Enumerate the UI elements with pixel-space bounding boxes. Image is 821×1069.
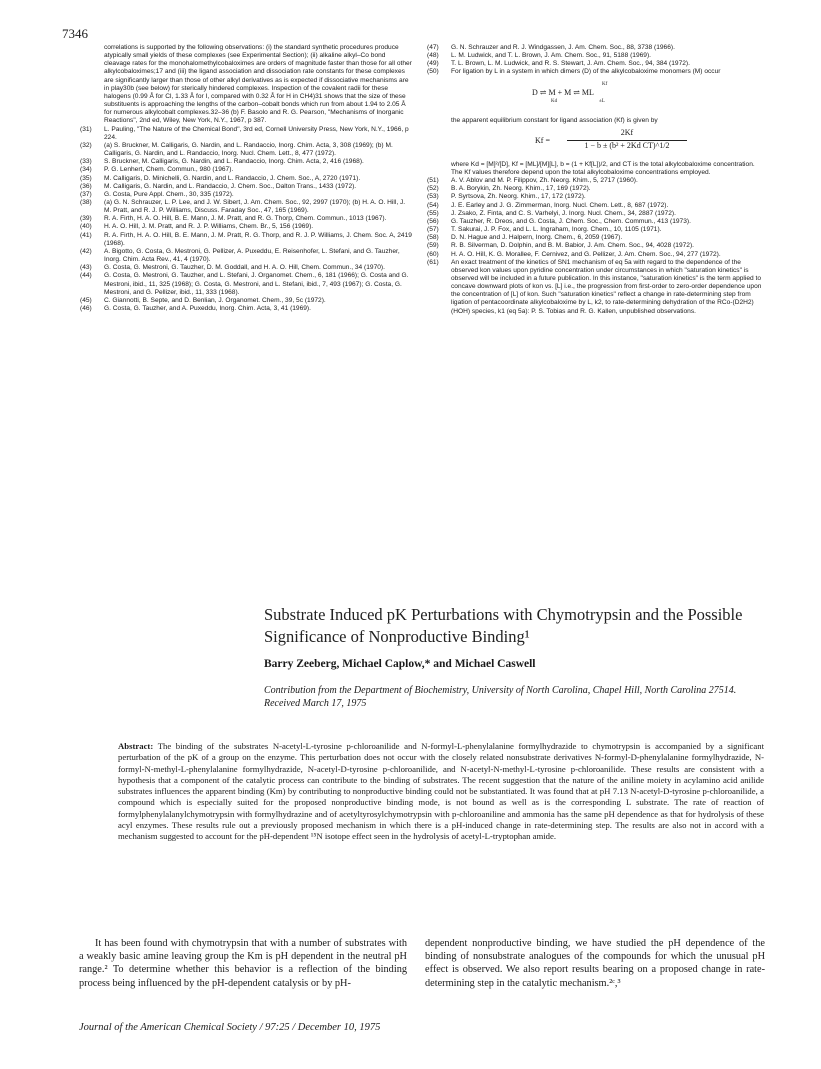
reference-number: (51) — [427, 177, 439, 185]
reference-number: (42) — [80, 247, 92, 255]
journal-footer: Journal of the American Chemical Society / 97:25 / December 10, 1975 — [79, 1022, 381, 1033]
reference-number: (38) — [80, 198, 92, 206]
equation-kd-label: Kd — [551, 98, 558, 104]
equation-explanation: the apparent equilibrium constant for ligand association (Kf) is given by — [451, 116, 658, 124]
intro-paragraph-left: It has been found with chymotrypsin that with a number of substrates with a weakly basic amine leaving group the Km is pH dependent in the neutral pH range.² To determine whether this behavior is a reflection of the binding process being influenced by the pH-dependent catalysis or by pH- — [79, 938, 407, 989]
reference-item — [80, 191, 412, 199]
kf-equation-lhs: Kf = — [535, 135, 550, 145]
left-reference-column — [80, 44, 412, 313]
reference-item — [427, 44, 762, 52]
abstract-text: The binding of the substrates N-acetyl-L-tyrosine p-chloroanilide and N-formyl-L-phenylalanine formylhydrazide to chymotrypsin is accompanied by a significant perturbation of the pK of a group on the enzyme. This perturbation does not occur with the closely related nonsubstrate derivatives N-formyl-D-phenylalanine formylhydrazide, N-formyl-N-methyl-L-phenylalanine formylhydrazide, N-acetyl-D-tyrosine p-chloroanilide, and N-acetyl-N-methyl-L-tyrosine p-chloroanilide. These results are consistent with a hypothesis that a component of the catalytic process can contribute to the binding of substrates. The recent suggestion that the nature of the aniline moiety in acylamino acid anilide substrates influences the apparent binding (Km) by contributing to nonproductive binding could not be substantiated. It was found that at pH 7.13 N-acetyl-D-tyrosine p-chloroanilide, a compound which is especially suited for the proposed nonproductive binding mode, is not bound as well as is the corresponding L substrate. The rate of reaction of formylphenylalanylchymotrypsin with formylhydrazine and of acetyltyrosylchymotrypsin with p-chloroaniline and ammonia has the same pH dependence as that for hydrolysis of these acyl enzymes. These results rule out a previously proposed mechanism in which there is a pH-induced change in rate-determining step. The results are also not in accord with a mechanism suggested to account for the pH-dependent ¹⁵N isotope effect seen in the hydrolysis of acetyl-L-tryptophan amide. — [118, 741, 764, 842]
reference-number: (32) — [80, 141, 92, 149]
equation-ligand-label: ±L — [599, 98, 605, 104]
reference-item — [427, 68, 762, 76]
reference-text: L. M. Ludwick, and T. L. Brown, J. Am. Chem. Soc., 91, 5188 (1969). — [451, 52, 651, 60]
equation-definitions: where Kd = [M]²/[D], Kf = [ML]/[M][L], b = (1 + Kf[L])/2, and CT is the total alkylcobaloxime concentration. The Kf values therefore depend upon the total alkylcobaloxime concentrations employed. — [451, 160, 755, 176]
reference-item — [427, 218, 762, 226]
reference-text: A. Bigotto, G. Costa, G. Mestroni, G. Pellizer, A. Puxeddu, E. Reisenhofer, L. Stefani, and G. Tauzher, Inorg. Chim. Acta Rev., 41, 4 (1970). — [104, 247, 400, 264]
reference-item — [427, 251, 762, 259]
reference-item — [80, 142, 412, 158]
reference-item — [427, 185, 762, 193]
reference-number: (56) — [427, 217, 439, 225]
reference-text: C. Giannotti, B. Septe, and D. Benlian, J. Organomet. Chem., 39, 5c (1972). — [104, 296, 326, 304]
reference-item — [80, 223, 412, 231]
reference-text: An exact treatment of the kinetics of SN1 mechanism of eq 5a with regard to the dependence of the observed kon values upon pyridine concentration under circumstances in which "saturation kinetics" is observed will be included in a future publication. In this instance, "saturation kinetics" is the term applied to concave downward plots of kon vs. [L] i.e., the progression from first-order to zero-order dependence upon the concentration of [L] of kon. Such "saturation kinetics" reflect a change in rate-determining step from ligation of pentacoordinate alkylcobaloxime by L, k2, to rate-determining dehydration of the RCo-(D2H2)(HOH) species, k1 (eq 5a): P. S. Tobias and R. G. Kallen, unpublished observations. — [451, 258, 762, 315]
reference-item — [427, 52, 762, 60]
reference-item — [80, 272, 412, 296]
reference-item — [80, 232, 412, 248]
reference-item — [427, 210, 762, 218]
reference-text: T. L. Brown, L. M. Ludwick, and R. S. Stewart, J. Am. Chem. Soc., 94, 384 (1972). — [451, 60, 690, 68]
reference-item — [80, 158, 412, 166]
reference-number: (53) — [427, 193, 439, 201]
reference-text: G. N. Schrauzer and R. J. Windgassen, J. Am. Chem. Soc., 88, 3738 (1966). — [451, 44, 675, 51]
reference-number: (40) — [80, 223, 92, 231]
reference-text: H. A. O. Hill, J. M. Pratt, and R. J. P. Williams, Chem. Br., 5, 156 (1969). — [104, 223, 314, 231]
reference-number: (52) — [427, 185, 439, 193]
reference-item — [80, 305, 412, 313]
reference-number: (35) — [80, 174, 92, 182]
reference-number: (39) — [80, 215, 92, 223]
reference-item — [427, 259, 762, 316]
reference-number: (44) — [80, 272, 92, 280]
reference-text: T. Sakurai, J. P. Fox, and L. L. Ingraham, Inorg. Chem., 10, 1105 (1971). — [451, 226, 662, 234]
reference-item — [427, 193, 762, 201]
equation-dimer-monomer: D ⇌ M + M ⇌ ML — [532, 87, 594, 97]
reference-text: R. A. Firth, H. A. O. Hill, B. E. Mann, J. M. Pratt, and R. G. Thorp, Chem. Commun., 1013 (1967). — [104, 215, 387, 223]
reference-item — [80, 264, 412, 272]
intro-paragraph-right: dependent nonproductive binding, we have studied the pH dependence of the binding of nonsubstrate analogues of the compounds for which the unusual pH effect is observed. We also report results bearing on a proposed change in rate-determining step in the catalytic mechanism.²ᶜ,³ — [425, 938, 765, 989]
kf-equation-numerator: 2Kf — [620, 127, 634, 137]
reference-number: (34) — [80, 166, 92, 174]
reference-item — [80, 183, 412, 191]
reference-item — [427, 226, 762, 234]
reference-text: A. V. Ablov and M. P. Filippov, Zh. Neorg. Khim., 5, 2717 (1960). — [451, 177, 638, 185]
reference-number: (46) — [80, 305, 92, 312]
reference-text: G. Costa, G. Mestroni, G. Tauzher, and L. Stefani, J. Organomet. Chem., 6, 181 (1966); G. Costa and G. Mestroni, ibid., 11, 325 (1968); G. Costa, G. Mestroni, and L. Stefani, ibid., 7, 493 (1967); G. Costa, G. Mestroni, and G. Pellizer, ibid., 11, 333 (1968). — [104, 272, 409, 296]
reference-item — [80, 215, 412, 223]
reference-number: (54) — [427, 201, 439, 209]
reference-text: R. A. Firth, H. A. O. Hill, B. E. Mann, J. M. Pratt, R. G. Thorp, and R. J. P. Williams, J. Chem. Soc. A, 2419 (1968). — [104, 231, 412, 247]
reference-number: (48) — [427, 52, 439, 60]
right-reference-column — [427, 44, 762, 316]
reference-text: D. N. Hague and J. Halpern, Inorg. Chem., 6, 2059 (1967). — [451, 234, 623, 242]
reference-number: (55) — [427, 209, 439, 217]
dimer-equilibrium-equation — [427, 81, 762, 111]
body-text-left — [79, 937, 407, 990]
reference-text: J. E. Earley and J. G. Zimmerman, Inorg. Nucl. Chem. Lett., 8, 687 (1972). — [451, 201, 669, 209]
reference-number: (36) — [80, 182, 92, 190]
page-number: 7346 — [62, 26, 88, 41]
reference-number: (37) — [80, 190, 92, 198]
reference-number: (58) — [427, 234, 439, 242]
reference-text: G. Costa, G. Tauzher, and A. Puxeddu, Inorg. Chim. Acta, 3, 41 (1969). — [104, 305, 311, 312]
reference-item — [80, 199, 412, 215]
reference-text: (a) S. Bruckner, M. Calligaris, G. Nardin, and L. Randaccio, Inorg. Chim. Acta, 3, 308 (1969); (b) M. Calligaris, G. Nardin, and L. Randaccio, Inorg. Nucl. Chem. Lett., 8, 477 (1972). — [104, 141, 393, 158]
reference-item — [427, 202, 762, 210]
equation-kf-label: Kf — [602, 81, 608, 87]
reference-number: (31) — [80, 125, 92, 133]
reference-text: P. Syrtsova, Zh. Neorg. Khim., 17, 172 (1972). — [451, 193, 586, 201]
reference-number: (33) — [80, 158, 92, 166]
reference-text: P. G. Lenhert, Chem. Commun., 980 (1967). — [104, 166, 234, 174]
reference-item — [427, 177, 762, 185]
reference-text: H. A. O. Hill, K. G. Morallee, F. Cernivez, and G. Pellizer, J. Am. Chem. Soc., 94, 277 (1972). — [451, 250, 721, 258]
reference-item — [80, 248, 412, 264]
reference-number: (47) — [427, 44, 439, 51]
kf-equation — [427, 129, 762, 155]
reference-number: (59) — [427, 242, 439, 250]
reference-number: (41) — [80, 231, 92, 239]
reference-number: (60) — [427, 250, 439, 258]
reference-text: S. Bruckner, M. Calligaris, G. Nardin, and L. Randaccio, Inorg. Chim. Acta, 2, 416 (1968). — [104, 158, 364, 166]
reference-text: J. Zsako, Z. Finta, and C. S. Varhelyi, J. Inorg. Nucl. Chem., 34, 2887 (1972). — [451, 209, 676, 217]
reference-text: G. Costa, Pure Appl. Chem., 30, 335 (1972). — [104, 190, 234, 198]
reference-number: (50) — [427, 68, 439, 76]
abstract — [118, 741, 764, 843]
reference-text: B. A. Borykin, Zh. Neorg. Khim., 17, 169 (1972). — [451, 185, 591, 193]
reference-number: (45) — [80, 296, 92, 304]
reference-number: (57) — [427, 226, 439, 234]
article-title: Substrate Induced pK Perturbations with Chymotrypsin and the Possible Significance of Nonproductive Binding¹ — [264, 605, 743, 646]
reference-text: G. Costa, G. Mestroni, G. Tauzher, D. M. Goddall, and H. A. O. Hill, Chem. Commun., 34 (1970). — [104, 264, 385, 272]
reference-item — [80, 166, 412, 174]
reference-item — [427, 60, 762, 68]
reference-item — [427, 242, 762, 250]
body-text-right — [425, 937, 765, 990]
kf-equation-denominator: 1 − b ± (b² + 2Kd CT)^1/2 — [584, 140, 670, 150]
reference-text: For ligation by L in a system in which dimers (D) of the alkylcobaloxime monomers (M) occur — [451, 68, 721, 76]
reference-number: (43) — [80, 264, 92, 272]
reference-item — [80, 297, 412, 305]
reference-number: (49) — [427, 60, 439, 68]
reference-text: M. Calligaris, G. Nardin, and L. Randaccio, J. Chem. Soc., Dalton Trans., 1433 (1972). — [104, 182, 357, 190]
reference-text: R. B. Silverman, D. Dolphin, and B. M. Babior, J. Am. Chem. Soc., 94, 4028 (1972). — [451, 242, 694, 250]
article-affiliation: Contribution from the Department of Biochemistry, University of North Carolina, Chapel Hill, North Carolina 27514. Received March 17, 1975 — [264, 685, 737, 709]
continued-footnote-text: correlations is supported by the following observations: (i) the standard synthetic procedures produce atypically small yields of these complexes (see Experimental Section); (ii) alkaline alkyl–Co bond cleavage rates for the monohalomethylcobaloximes are orders of magnitude faster than those for all other alkylcobaloximes;17 and (iii) the ligand association and dissociation rate constants for these complexes are significantly larger than those of other alkyl derivatives as is expected if dissociative mechanisms are in play30b (see below) for sterically hindered complexes. Inspection of the covalent radii for these halogens (0.99 Å for Cl, 1.33 Å for I, compared with 0.32 Å for H in CH4)31 shows that the size of these substituents is approaching the lengths of the carbon–cobalt bonds which run from about 1.94 to 2.05 Å for numerous alkylcobalt complexes.32–36 (b) F. Basolo and R. G. Pearson, "Mechanisms of Inorganic Reactions", 2nd ed, Wiley, New York, N.Y., 1967, p 387. — [104, 44, 412, 125]
reference-item — [427, 234, 762, 242]
article-authors: Barry Zeeberg, Michael Caplow,* and Michael Caswell — [264, 658, 536, 670]
reference-item — [80, 126, 412, 142]
reference-text: L. Pauling, "The Nature of the Chemical Bond", 3rd ed, Cornell University Press, New York, N.Y., 1966, p 224. — [104, 125, 409, 141]
reference-number: (61) — [427, 258, 439, 266]
reference-text: M. Calligaris, D. Minichelli, G. Nardin, and L. Randaccio, J. Chem. Soc., A, 2720 (1971). — [104, 174, 361, 182]
reference-text: G. Tauzher, R. Dreos, and G. Costa, J. Chem. Soc., Chem. Commun., 413 (1973). — [451, 217, 691, 225]
reference-item — [80, 175, 412, 183]
abstract-label: Abstract: — [118, 741, 154, 751]
reference-text: (a) G. N. Schrauzer, L. P. Lee, and J. W. Sibert, J. Am. Chem. Soc., 92, 2997 (1970); (b) H. A. O. Hill, J. M. Pratt, and R. J. P. Williams, Discuss. Faraday Soc., 47, 165 (1969). — [104, 198, 406, 215]
